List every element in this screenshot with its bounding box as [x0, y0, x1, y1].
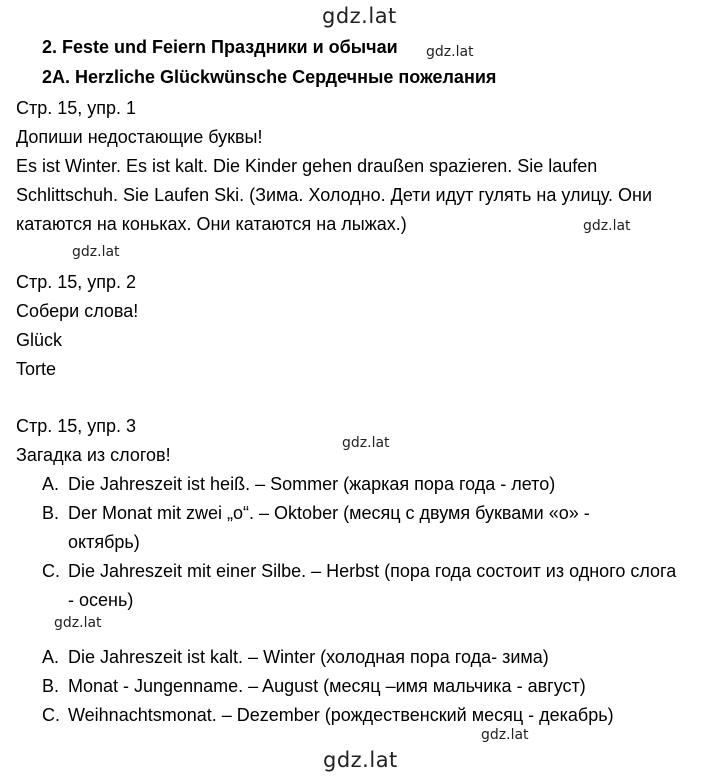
list-item-text: октябрь): [68, 532, 140, 552]
watermark: gdz.lat: [481, 727, 529, 743]
watermark: gdz.lat: [54, 615, 102, 631]
list-item-text: Die Jahreszeit ist heiß. – Sommer (жаркая пора года - лето): [68, 474, 556, 494]
list-item-text: Weihnachtsmonat. – Dezember (рождественский месяц - декабрь): [68, 705, 614, 725]
list-marker: A.: [42, 474, 60, 494]
list-item-text: - осень): [68, 590, 134, 610]
list-item: [0, 701, 720, 730]
list-item-text: Der Monat mit zwei „o“. – Oktober (месяц с двумя буквами «о» -: [68, 503, 590, 523]
exercise-1-task: Допиши недостающие буквы!: [16, 127, 263, 147]
list-marker: B.: [42, 503, 60, 523]
list-item: [0, 470, 720, 499]
watermark: gdz.lat: [583, 218, 631, 234]
list-item: [0, 499, 720, 557]
watermark: gdz.lat: [426, 44, 474, 60]
list-item-text: Die Jahreszeit mit einer Silbe. – Herbst (пора года состоит из одного слога: [68, 561, 677, 581]
list-marker: A.: [42, 647, 60, 667]
list-item: [0, 643, 720, 672]
exercise-2-ref: Стр. 15, упр. 2: [16, 272, 137, 292]
exercise-1-line: катаются на коньках. Они катаются на лыжах.): [16, 214, 407, 234]
list-marker: B.: [42, 676, 60, 696]
list-item: [0, 557, 720, 615]
exercise-2-task: Собери слова!: [16, 301, 139, 321]
exercise-1-line: Schlittschuh. Sie Laufen Ski. (Зима. Холодно. Дети идут гулять на улицу. Они: [16, 185, 653, 205]
watermark-top: gdz.lat: [322, 4, 397, 28]
exercise-3-ref: Стр. 15, упр. 3: [16, 416, 137, 436]
list-marker: C.: [42, 705, 60, 725]
exercise-2-word: Glück: [16, 330, 63, 350]
list-item: [0, 672, 720, 701]
watermark-bottom: gdz.lat: [323, 748, 398, 772]
subsection-heading: 2A. Herzliche Glückwünsche Сердечные пожелания: [42, 67, 497, 87]
exercise-2-word: Torte: [16, 359, 57, 379]
section-heading: 2. Feste und Feiern Праздники и обычаи: [42, 37, 398, 57]
list-item-text: Monat - Jungenname. – August (месяц –имя мальчика - август): [68, 676, 586, 696]
list-marker: C.: [42, 561, 60, 581]
exercise-3-task: Загадка из слогов!: [16, 445, 171, 465]
list-item-text: Die Jahreszeit ist kalt. – Winter (холодная пора года- зима): [68, 647, 549, 667]
exercise-1-ref: Стр. 15, упр. 1: [16, 98, 137, 118]
exercise-1-line: Es ist Winter. Es ist kalt. Die Kinder gehen draußen spazieren. Sie laufen: [16, 156, 598, 176]
watermark: gdz.lat: [342, 435, 390, 451]
watermark: gdz.lat: [72, 244, 120, 260]
